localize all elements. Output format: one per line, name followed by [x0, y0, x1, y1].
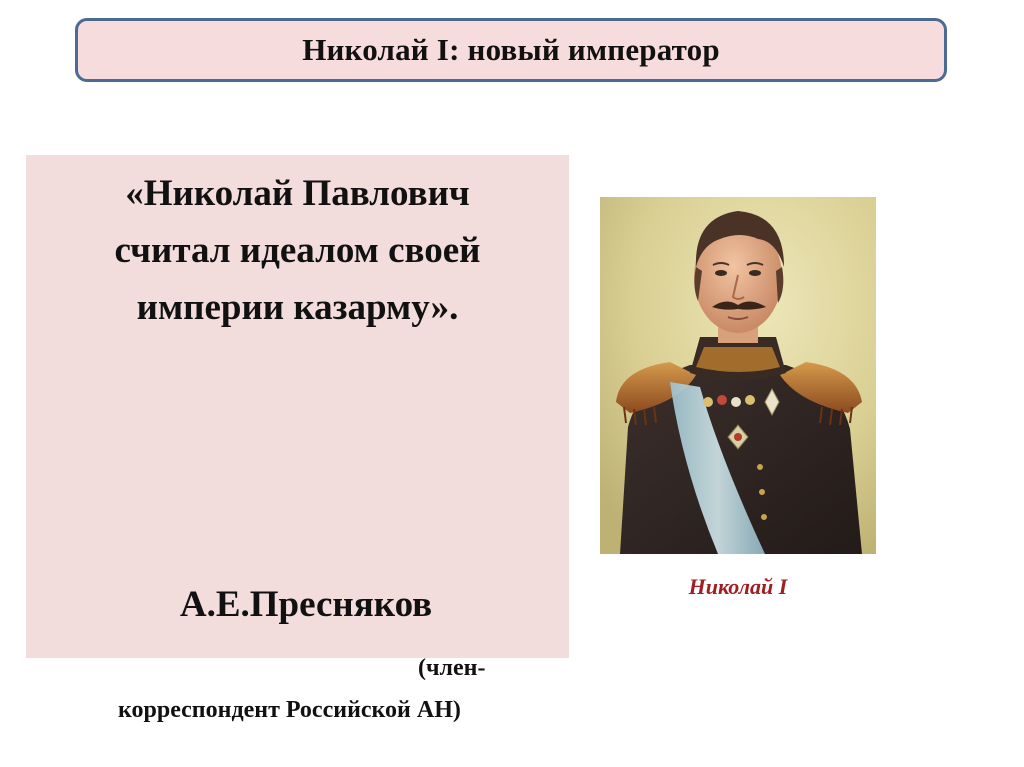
- quote-author: А.Е.Пресняков: [179, 584, 433, 625]
- portrait-illustration: [600, 197, 876, 554]
- author-note-line1: (член-: [418, 655, 486, 681]
- author-note-line2: корреспондент Российской АН): [118, 697, 461, 723]
- title-box: [75, 18, 947, 82]
- portrait-caption: Николай I: [688, 574, 788, 599]
- slide-title: Николай I: новый император: [302, 32, 720, 67]
- quote-box: [26, 155, 569, 723]
- quote-text: «Николай Павлович считал идеалом своей империи казарму».: [114, 173, 481, 328]
- portrait-image: [600, 197, 876, 554]
